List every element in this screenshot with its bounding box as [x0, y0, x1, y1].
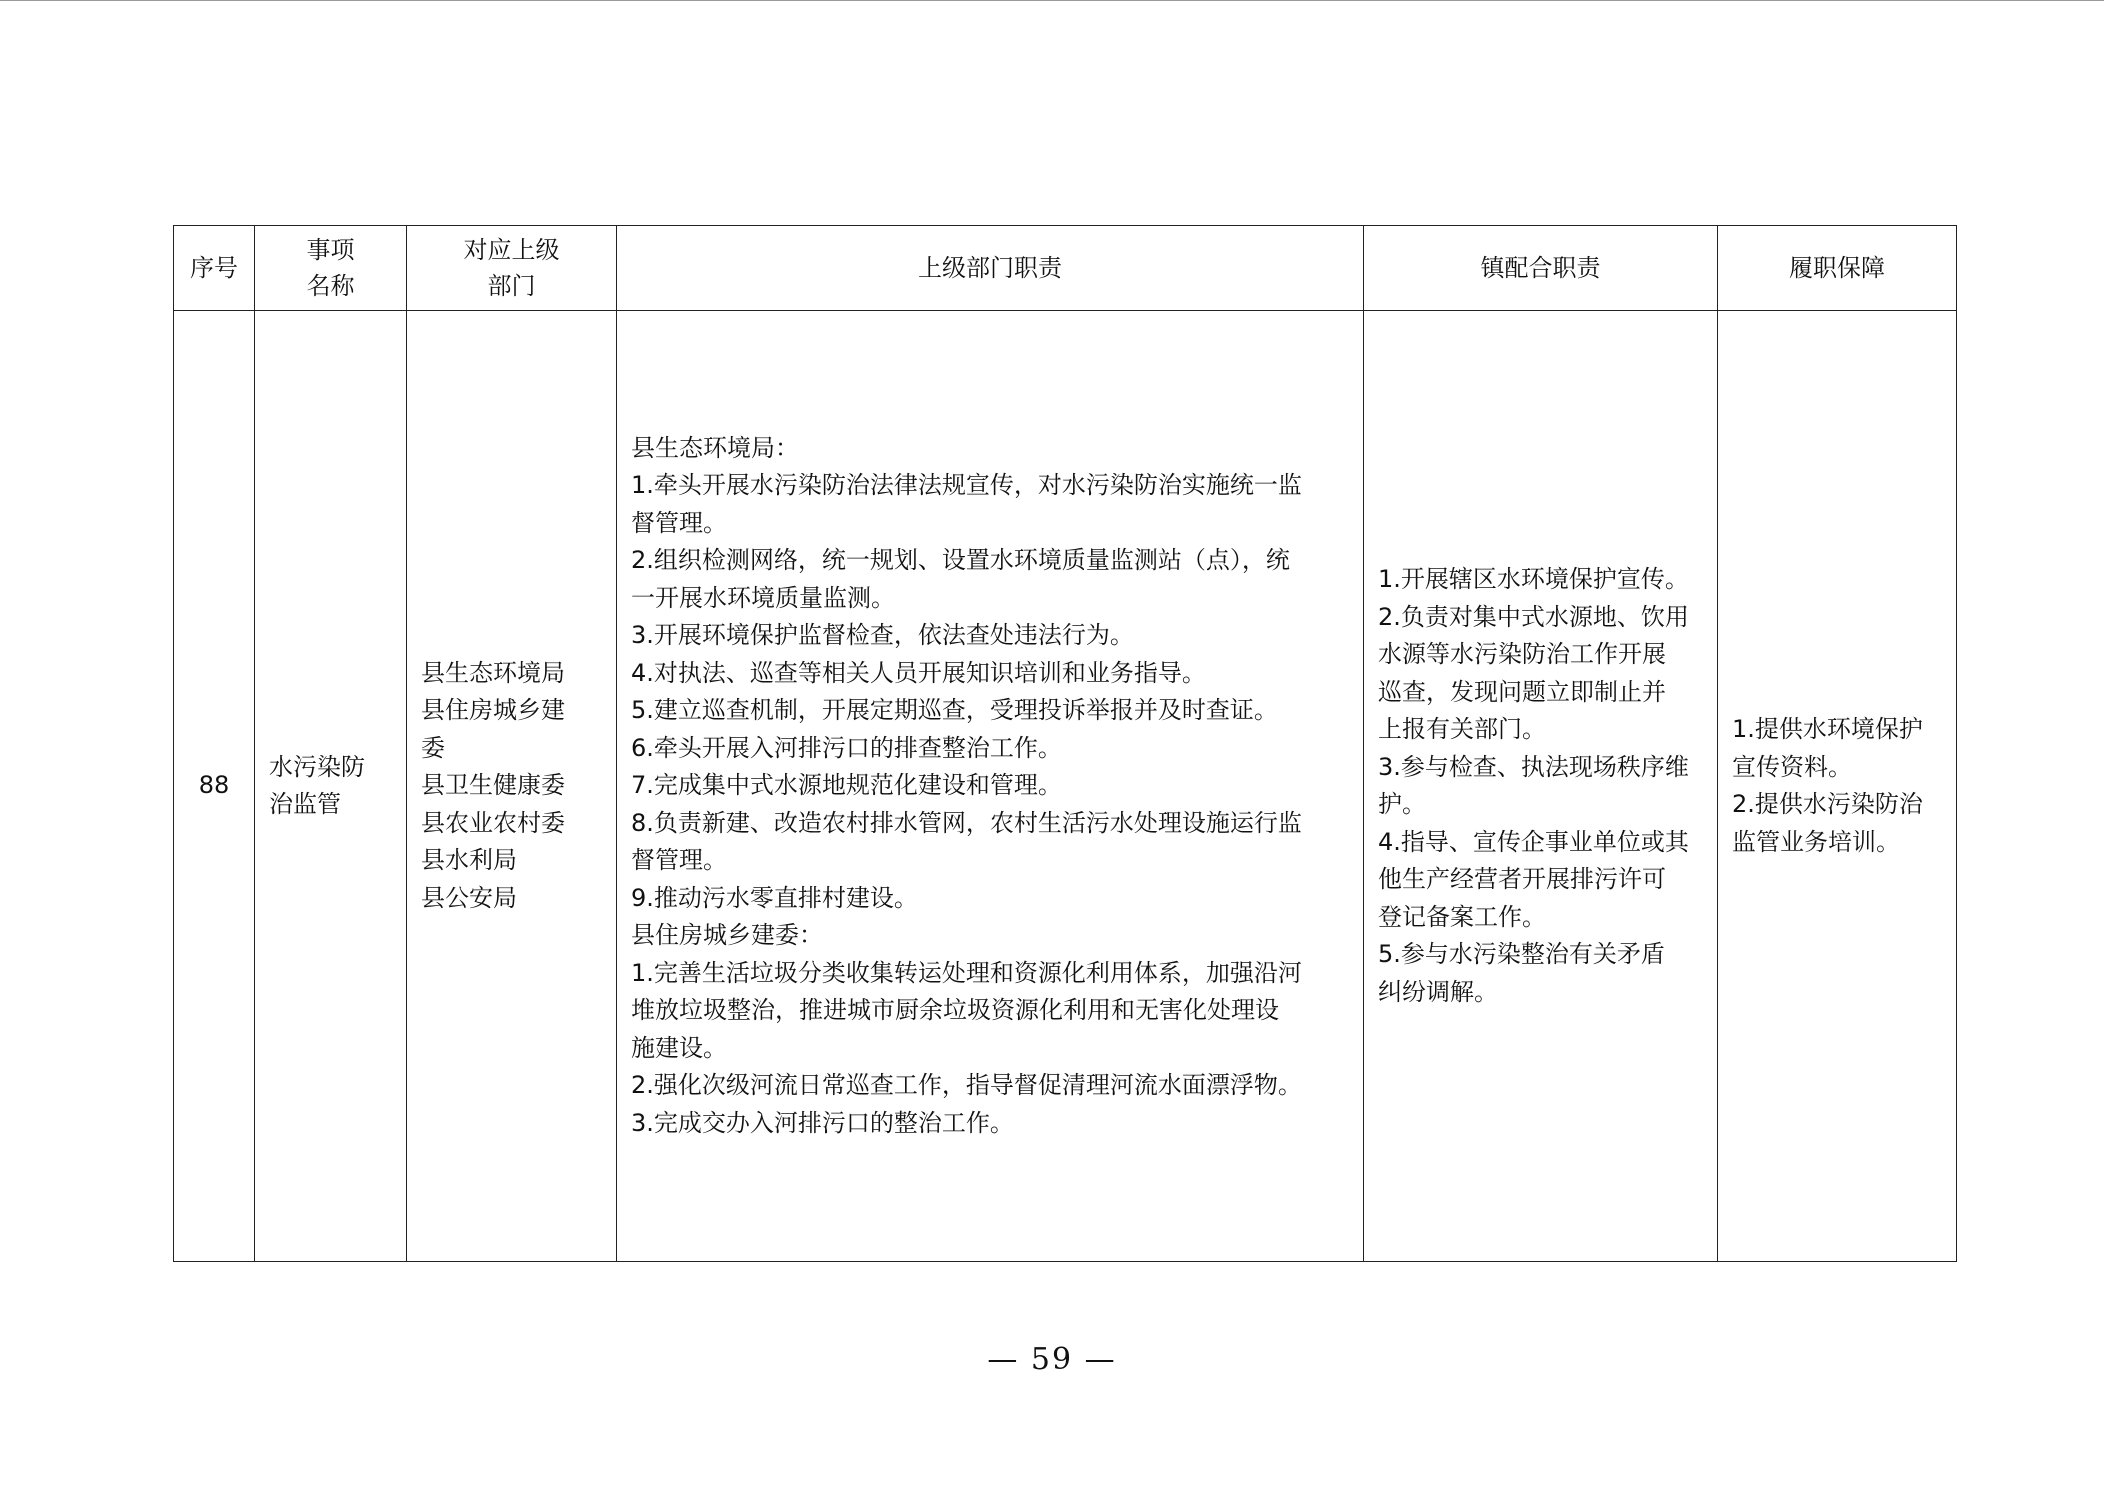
header-superior-dept [407, 226, 617, 311]
item-name-line: 水污染防 [269, 752, 365, 781]
superior-duty-line: 督管理。 [631, 846, 727, 875]
guarantee-line: 2.提供水污染防治 [1732, 790, 1923, 818]
town-duty-line: 4.指导、宣传企事业单位或其 [1378, 827, 1689, 856]
superior-duty-line: 6.牵头开展入河排污口的排查整治工作。 [631, 733, 1062, 762]
dept-line: 县农业农村委 [421, 808, 565, 837]
town-duty-line: 上报有关部门。 [1378, 715, 1546, 743]
superior-duty-line: 施建设。 [631, 1033, 727, 1062]
guarantee-line: 监管业务培训。 [1732, 827, 1900, 856]
dept-line: 县水利局 [421, 846, 517, 875]
town-duty-line: 5.参与水污染整治有关矛盾 [1378, 940, 1665, 968]
header-item-name [255, 226, 407, 311]
superior-duty-line: 5.建立巡查机制，开展定期巡查，受理投诉举报并及时查证。 [631, 696, 1278, 725]
town-duty-line: 巡查，发现问题立即制止并 [1378, 677, 1666, 706]
superior-duty-line: 9.推动污水零直排村建设。 [631, 883, 918, 912]
table-header-row [174, 226, 1957, 311]
superior-duty-line: 1.完善生活垃圾分类收集转运处理和资源化利用体系，加强沿河 [631, 958, 1302, 987]
superior-duty-line: 4.对执法、巡查等相关人员开展知识培训和业务指导。 [631, 658, 1206, 687]
town-duty-line: 登记备案工作。 [1378, 902, 1546, 931]
cell-superior-dept [407, 311, 617, 1262]
town-duty-line: 1.开展辖区水环境保护宣传。 [1378, 565, 1689, 593]
superior-duty-line: 3.完成交办入河排污口的整治工作。 [631, 1108, 1014, 1137]
superior-duty-line: 县生态环境局： [631, 433, 799, 462]
superior-duty-line: 3.开展环境保护监督检查，依法查处违法行为。 [631, 621, 1134, 650]
duty-table [173, 225, 1957, 1262]
dept-line: 委 [421, 733, 445, 762]
town-duty-line: 纠纷调解。 [1378, 977, 1498, 1006]
town-duty-line: 2.负责对集中式水源地、饮用 [1378, 602, 1689, 631]
header-superior-dept-line-2: 部门 [487, 272, 536, 300]
superior-duty-line: 8.负责新建、改造农村排水管网，农村生活污水处理设施运行监 [631, 808, 1302, 837]
page-number: — 59 — [987, 1342, 1117, 1377]
header-item-name-line-1: 事项 [306, 236, 355, 264]
town-duty-line: 他生产经营者开展排污许可 [1378, 865, 1666, 893]
superior-duty-line: 2.强化次级河流日常巡查工作，指导督促清理河流水面漂浮物。 [631, 1071, 1302, 1100]
town-duty-line: 水源等水污染防治工作开展 [1378, 640, 1666, 668]
dept-line: 县住房城乡建 [421, 696, 565, 725]
superior-duty-line: 1.牵头开展水污染防治法律法规宣传，对水污染防治实施统一监 [631, 471, 1302, 500]
town-duty-line: 护。 [1378, 790, 1426, 818]
dept-line: 县卫生健康委 [421, 771, 565, 800]
guarantee-line: 1.提供水环境保护 [1732, 715, 1923, 743]
header-town-duty: 镇配合职责 [1364, 226, 1718, 311]
page-top-border [0, 0, 2104, 1]
dept-line: 县公安局 [421, 883, 517, 912]
cell-seq: 88 [174, 311, 255, 1262]
superior-duty-line: 2.组织检测网络，统一规划、设置水环境质量监测站（点），统 [631, 546, 1290, 575]
dept-line: 县生态环境局 [421, 658, 565, 687]
cell-item-name [255, 311, 407, 1262]
header-superior-duty: 上级部门职责 [617, 226, 1364, 311]
cell-guarantee [1718, 311, 1957, 1262]
superior-duty-line: 一开展水环境质量监测。 [631, 583, 895, 612]
superior-duty-line: 7.完成集中式水源地规范化建设和管理。 [631, 771, 1062, 800]
superior-duty-line: 督管理。 [631, 508, 727, 537]
superior-duty-line: 堆放垃圾整治，推进城市厨余垃圾资源化利用和无害化处理设 [631, 996, 1279, 1025]
header-item-name-line-2: 名称 [306, 272, 355, 300]
town-duty-line: 3.参与检查、执法现场秩序维 [1378, 752, 1689, 781]
guarantee-line: 宣传资料。 [1732, 752, 1852, 781]
cell-superior-duty [617, 311, 1364, 1262]
cell-town-duty [1364, 311, 1718, 1262]
header-guarantee: 履职保障 [1718, 226, 1957, 311]
header-superior-dept-line-1: 对应上级 [463, 236, 560, 264]
table-row [174, 311, 1957, 1262]
item-name-line: 治监管 [269, 790, 341, 818]
superior-duty-line: 县住房城乡建委： [631, 921, 823, 950]
header-seq: 序号 [174, 226, 255, 311]
